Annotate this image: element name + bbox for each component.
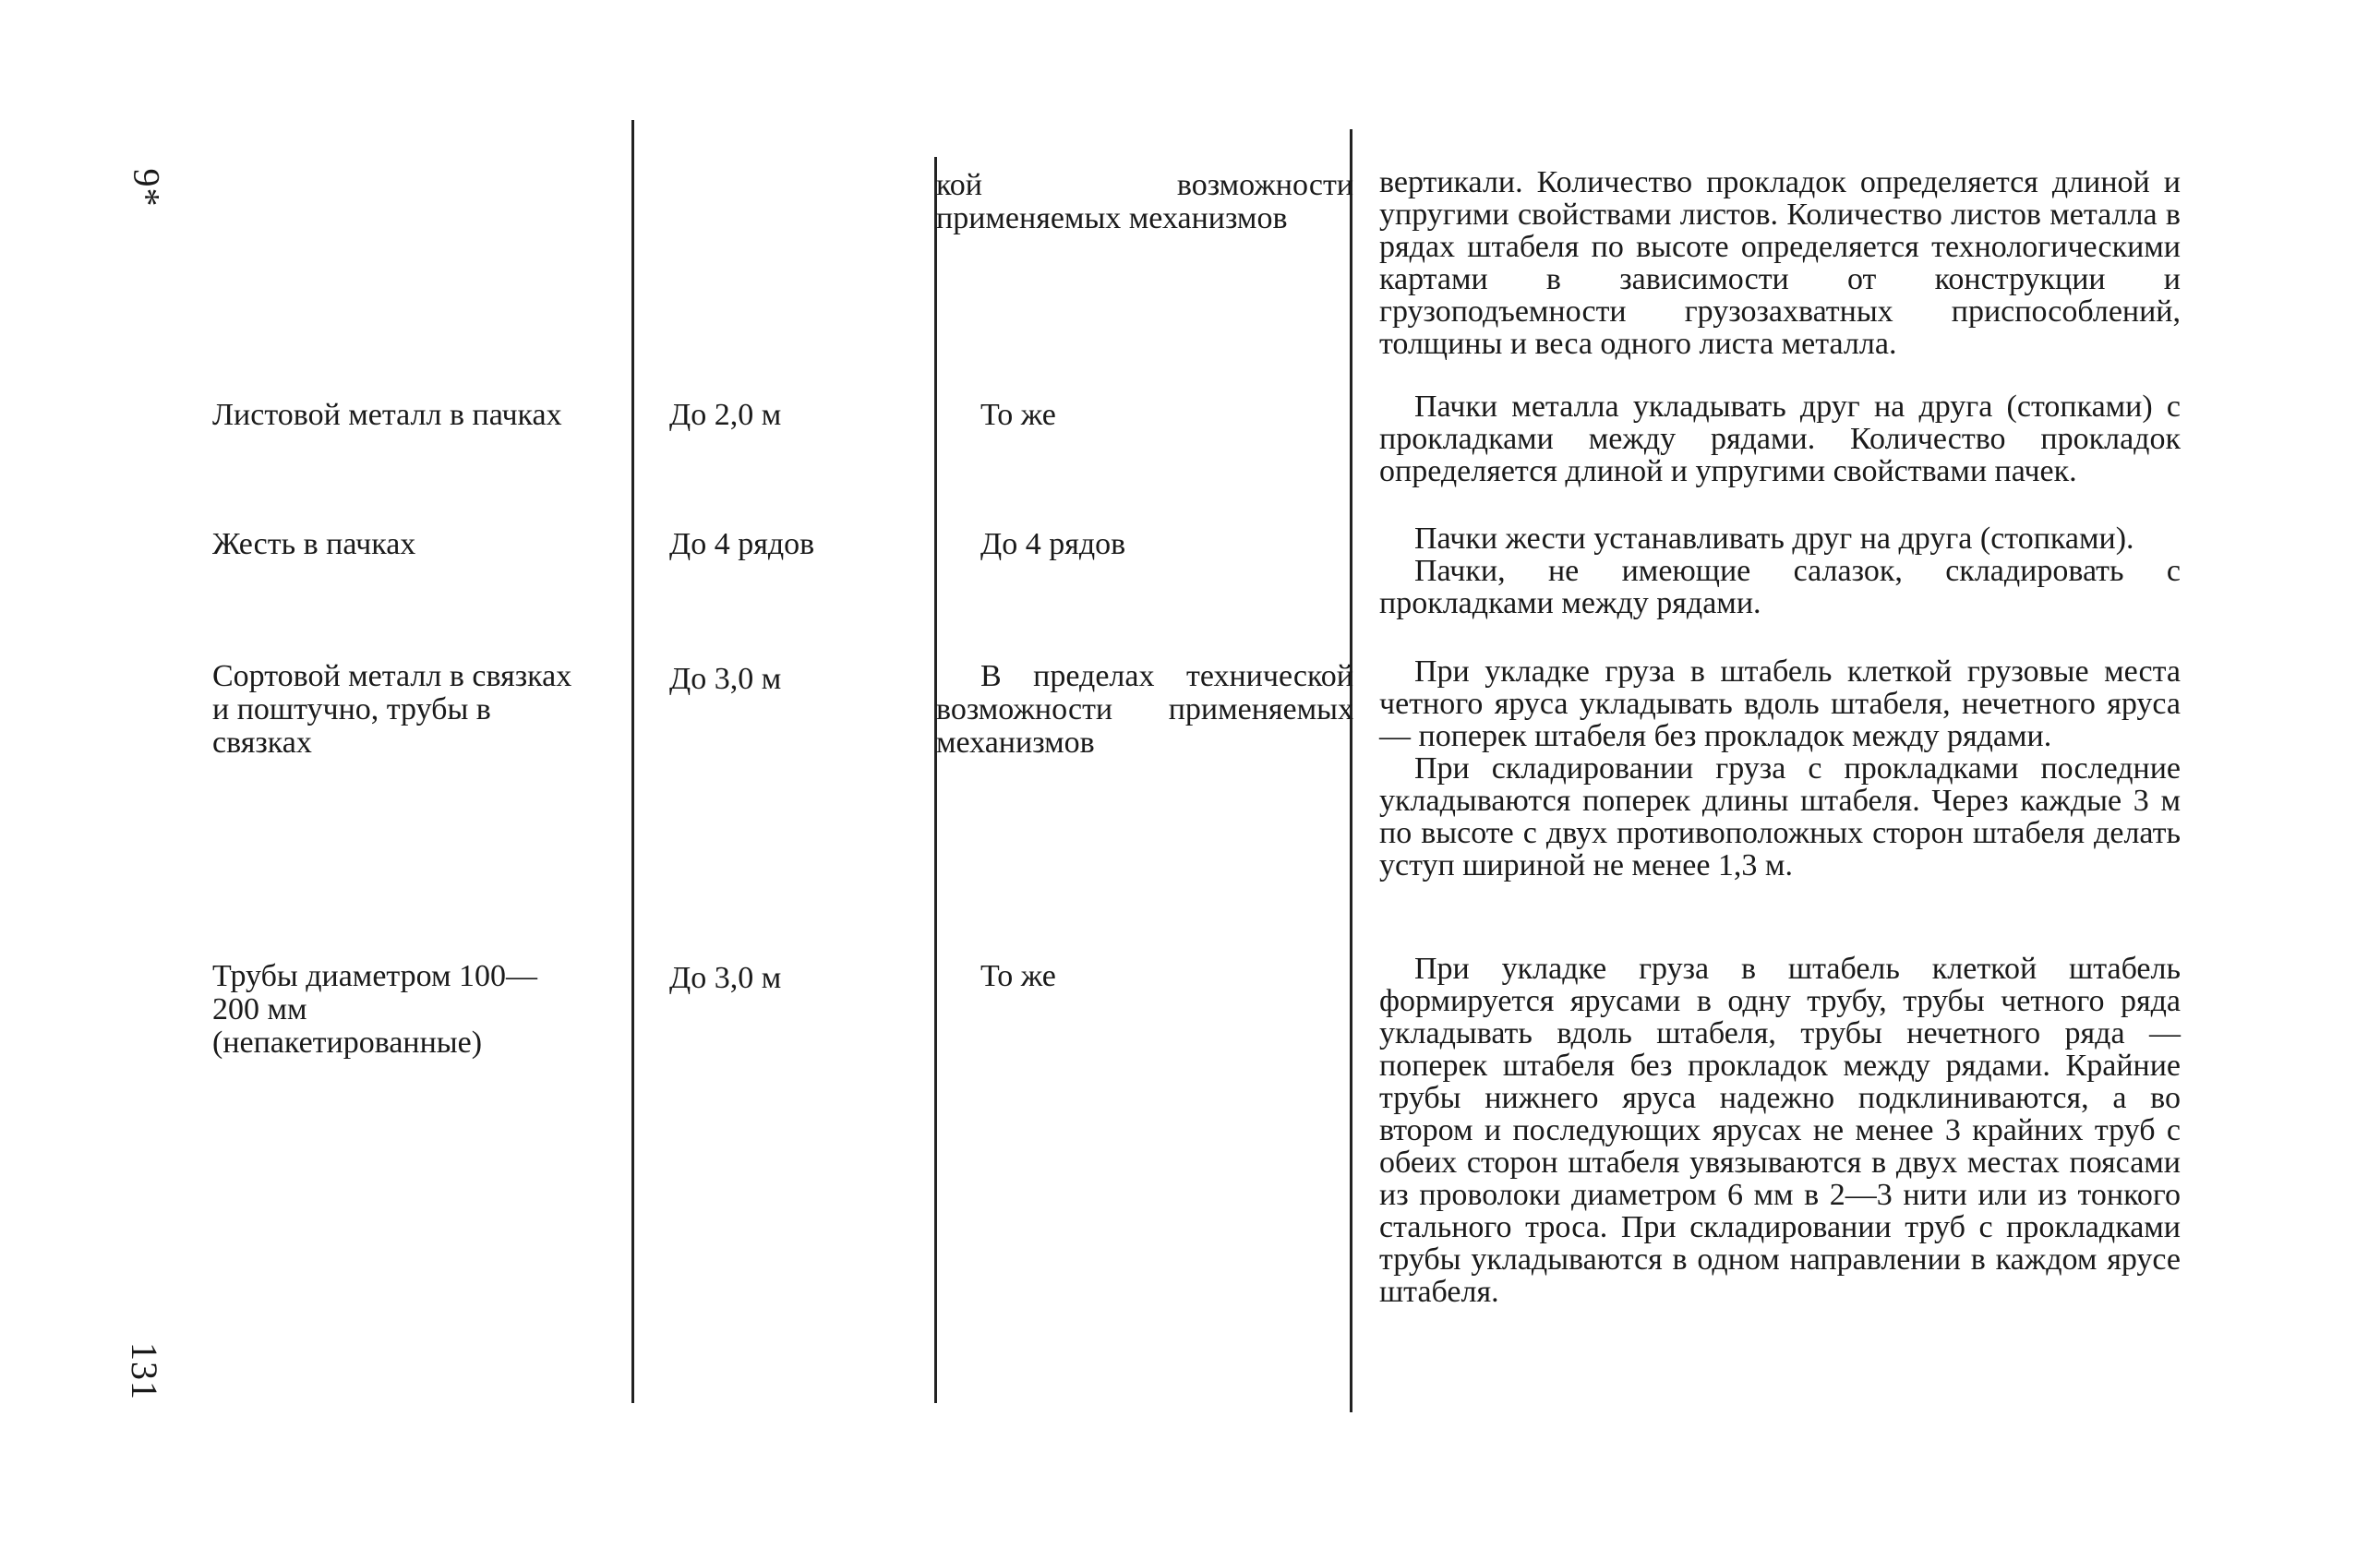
row-3-stack-height: До 3,0 м bbox=[669, 662, 782, 696]
row-4-notes bbox=[1379, 953, 2181, 1308]
column-rule-1 bbox=[631, 120, 634, 1403]
row-1-note-1: Пачки металла укладывать друг на друга (стопками) с прокладками между рядами. Количество прокладок определяется длиной и упругими свойствами пачек. bbox=[1379, 390, 2181, 488]
row-2-note-2: Пачки, не имеющие салазок, складировать с прокладками между рядами. bbox=[1379, 554, 2181, 620]
row-3-notes bbox=[1379, 655, 2181, 882]
row-2-stack-width-text: До 4 рядов bbox=[980, 527, 1126, 561]
row-2-notes bbox=[1379, 522, 2181, 619]
row-3-cargo-name: Сортовой металл в связках и поштучно, трубы в связках bbox=[212, 659, 572, 760]
page-number: 131 bbox=[124, 1342, 165, 1400]
signature-mark: 9* bbox=[126, 168, 168, 208]
row-1-stack-height: До 2,0 м bbox=[669, 398, 782, 432]
row-2-stack-height: До 4 рядов bbox=[669, 527, 815, 561]
column-rule-2 bbox=[934, 157, 937, 1403]
row-4-stack-height: До 3,0 м bbox=[669, 961, 782, 995]
row-3-note-2: При складировании груза с прокладками последние укладываются поперек длины штабеля. Через каждые 3 м по высоте с двух противоположных сторон штабеля делать уступ шириной не менее 1,3 м. bbox=[1379, 751, 2181, 882]
row-3-stack-width-text: В пределах технической возможности применяемых механизмов bbox=[936, 659, 1353, 760]
row-1-stack-width-text: То же bbox=[980, 398, 1056, 432]
row-4-note-1: При укладке груза в штабель клеткой штабель формируется ярусами в одну трубу, трубы четного ряда укладывать вдоль штабеля, трубы нечетного ряда — поперек штабеля без прокладок между рядами. Крайние трубы нижнего яруса надежно подклиниваются, а во втором и последующих ярусах не менее 3 крайних труб с обеих сторон штабеля увязываются в двух местах поясами из проволоки диаметром 6 мм в 2—3 нити или из тонкого стального троса. При складировании труб с прокладками трубы укладываются в одном направлении в каждом ярусе штабеля. bbox=[1379, 952, 2181, 1309]
column-rule-3 bbox=[1350, 129, 1352, 1412]
carryover-notes-cell bbox=[1379, 166, 2181, 360]
row-4-stack-width-text: То же bbox=[980, 959, 1056, 993]
row-1-stack-width bbox=[936, 399, 1353, 432]
carryover-width-cell: кой возможности применяемых механизмов bbox=[936, 168, 1353, 235]
row-3-stack-width bbox=[936, 660, 1353, 760]
row-4-cargo-name: Трубы диаметром 100—200 мм (непакетированные) bbox=[212, 959, 538, 1060]
row-2-stack-width bbox=[936, 528, 1353, 561]
carryover-note: вертикали. Количество прокладок определяется длиной и упругими свойствами листов. Количество листов металла в рядах штабеля по высоте определяется технологическими картами в зависимости от конструкции и грузоподъемности грузозахватных приспособлений, толщины и веса одного листа металла. bbox=[1379, 165, 2181, 361]
row-1-notes bbox=[1379, 390, 2181, 487]
row-2-cargo-name: Жесть в пачках bbox=[212, 527, 416, 561]
row-4-stack-width bbox=[936, 960, 1353, 993]
row-3-note-1: При укладке груза в штабель клеткой грузовые места четного яруса укладывать вдоль штабеля, нечетного яруса — поперек штабеля без прокладок между рядами. bbox=[1379, 654, 2181, 753]
row-2-note-1: Пачки жести устанавливать друг на друга (стопками). bbox=[1414, 522, 2134, 556]
row-1-cargo-name: Листовой металл в пачках bbox=[212, 398, 562, 432]
